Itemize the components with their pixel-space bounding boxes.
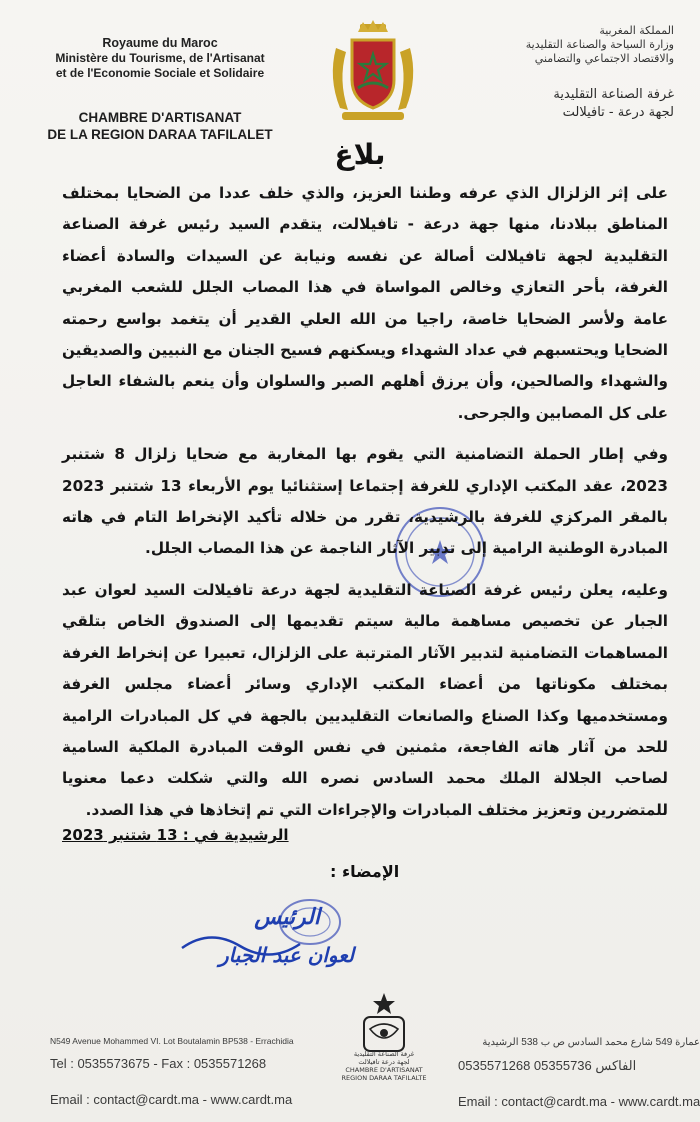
footer-address-ar: عمارة 549 شارع محمد السادس ص ب 538 الرشيدية (482, 1037, 700, 1048)
paragraph-2: وفي إطار الحملة التضامنية التي يقوم بها المغاربة مع ضحايا زلزال 8 شتنبر 2023، عقد المكتب الإداري للغرفة إجتماعا إستثنائيا يوم الأربعاء 13 شتنبر 2023 بالمقر المركزي للغرفة بالرشيدية، تقرر من خلاله تأكيد الإنخراط التام في هاته المبادرة الوطنية الرامية إلى تدبير الآثار الناجمة عن هذا المصاب الجلل. (62, 445, 668, 558)
footer-right (458, 1036, 700, 1113)
footer-phone-ar: 0535571268 الفاكس 05355736 (458, 1058, 637, 1073)
chamber-ar-line1: غرفة الصناعة التقليدية (553, 87, 674, 102)
logo-caption (334, 1050, 434, 1082)
ministry-ar: وزارة السياحة والصناعة التقليدية (525, 38, 674, 51)
kingdom-ar: المملكة المغربية (599, 24, 674, 37)
ministry-fr: Ministère du Tourisme, de l'Artisanat (55, 51, 265, 65)
kingdom-fr: Royaume du Maroc (102, 36, 218, 50)
signature-title: الرئيس (254, 905, 320, 930)
document-title: بلاغ (334, 138, 386, 171)
chamber-name-fr (40, 109, 280, 143)
footer-phone-fr: Tel : 0535573675 - Fax : 0535571268 (50, 1056, 267, 1071)
header-arabic (474, 24, 674, 122)
footer-email-ar: Email : contact@cardt.ma - www.cardt.ma (458, 1094, 700, 1109)
chamber-fr-line1: CHAMBRE D'ARTISANAT (78, 110, 242, 125)
signature-label: الإمضاء : (330, 862, 400, 881)
logo-fr-line2: REGION DARAA TAFILALTE (341, 1074, 427, 1082)
ministry-ar-2: والاقتصاد الاجتماعي والتضامني (534, 52, 674, 65)
document-body (62, 178, 668, 836)
chamber-name-ar (474, 86, 674, 122)
issue-date: الرشيدية في : 13 شتنبر 2023 (62, 826, 289, 844)
handwritten-signature-icon (170, 888, 360, 978)
logo-ar-line1: غرفة الصناعة التقليدية (353, 1050, 415, 1058)
chamber-ar-line2: لجهة درعة - تافيلالت (562, 105, 674, 120)
footer-address-fr: N549 Avenue Mohammed VI. Lot Boutalamin BP538 - Errachidia (50, 1036, 294, 1046)
ministry-fr-2: et de l'Economie Sociale et Solidaire (55, 66, 265, 80)
paragraph-3: وعليه، يعلن رئيس غرفة الصناعة التقليدية لجهة درعة تافيلالت السيد لعوان عبد الجبار عن تخصيص مساهمة مالية سيتم تقديمها إلى الصندوق الخاص بتلقي المساهمات التضامنية لتدبير الآثار المترتبة على الزلزال، تعبيرا عن إنخراط الغرفة بمختلف مكوناتها من أعضاء المكتب الإداري وسائر أعضاء مجلس الغرفة ومستخدميها وكذا الصناع والصانعات التقليديين بالجهة في كل المبادرات الرامية للحد من آثار هاته الفاجعة، مثمنين في نفس الوقت المبادرة الملكية السامية لصاحب الجلالة الملك محمد السادس نصره الله والتي شكلت دعما معنويا للمتضررين وتعزيز مختلف المبادرات والإجراءات التي تم إتخاذها في هذا الصدد. (62, 580, 668, 819)
chamber-fr-line2: DE LA REGION DARAA TAFILALET (47, 127, 273, 142)
footer-email-fr: Email : contact@cardt.ma - www.cardt.ma (50, 1092, 293, 1107)
logo-fr-line1: CHAMBRE D'ARTISANAT (345, 1066, 423, 1074)
royal-coat-of-arms-icon (318, 18, 428, 128)
logo-ar-line2: لجهة درعة تافيلالت (358, 1058, 410, 1066)
footer-left (50, 1036, 330, 1111)
paragraph-1: على إثر الزلزال الذي عرفه وطننا العزيز، والذي خلف عددا من الضحايا بمختلف المناطق ببلادنا، منها جهة درعة - تافيلالت، يتقدم السيد رئيس غرفة الصناعة التقليدية لجهة تافيلالت أصالة عن نفسه ونيابة عن السيدات والسادة أعضاء الغرفة، بأحر التعازي وخالص المواساة في هذا المصاب الجلل للشعب المغربي عامة ولأسر الضحايا خاصة، راجيا من الله العلي القدير أن يتغمد بواسع رحمته الضحايا ويحتسبهم في عداد الشهداء ويسكنهم فسيح الجنان مع النبيين والصديقين والشهداء والصالحين، وأن يرزق أهلهم الصبر والسلوان وأن ينعم بالشفاء العاجل على كل المصابين والجرحى. (62, 184, 668, 422)
header-french (40, 36, 280, 143)
signature-name: لعوان عبد الجبار (218, 943, 354, 967)
